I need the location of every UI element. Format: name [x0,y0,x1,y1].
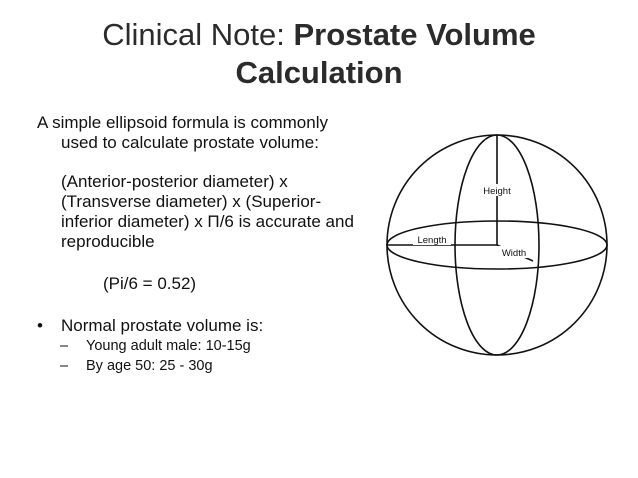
title-bold-line1: Prostate Volume [293,17,536,52]
sub-item-text: Young adult male: 10-15g [86,338,251,354]
formula-paragraph: (Anterior-posterior diameter) x (Transverse diameter) x (Superior-inferior diameter) x Π/6 is accurate and reproducible [61,172,354,251]
pi-note: (Pi/6 = 0.52) [103,274,197,293]
sub-item-text: By age 50: 25 - 30g [86,358,213,374]
length-label: Length [417,235,447,246]
title-prefix: Clinical Note: [102,17,285,52]
sub-item-young-adult [60,336,367,356]
bullet-text: Normal prostate volume is: [61,316,264,335]
sub-item-age-50 [60,356,367,376]
dash-marker: – [60,338,69,354]
slide-title [20,16,618,92]
bullet-item [37,316,367,336]
bullet-marker: • [37,316,43,335]
title-bold-line2: Calculation [235,55,403,90]
intro-paragraph: A simple ellipsoid formula is commonly used to calculate prostate volume: [37,113,328,152]
width-label: Width [501,248,527,259]
dash-marker: – [60,358,69,374]
ellipsoid-diagram [380,128,620,368]
slide-body [37,113,367,376]
height-label: Height [483,186,511,197]
